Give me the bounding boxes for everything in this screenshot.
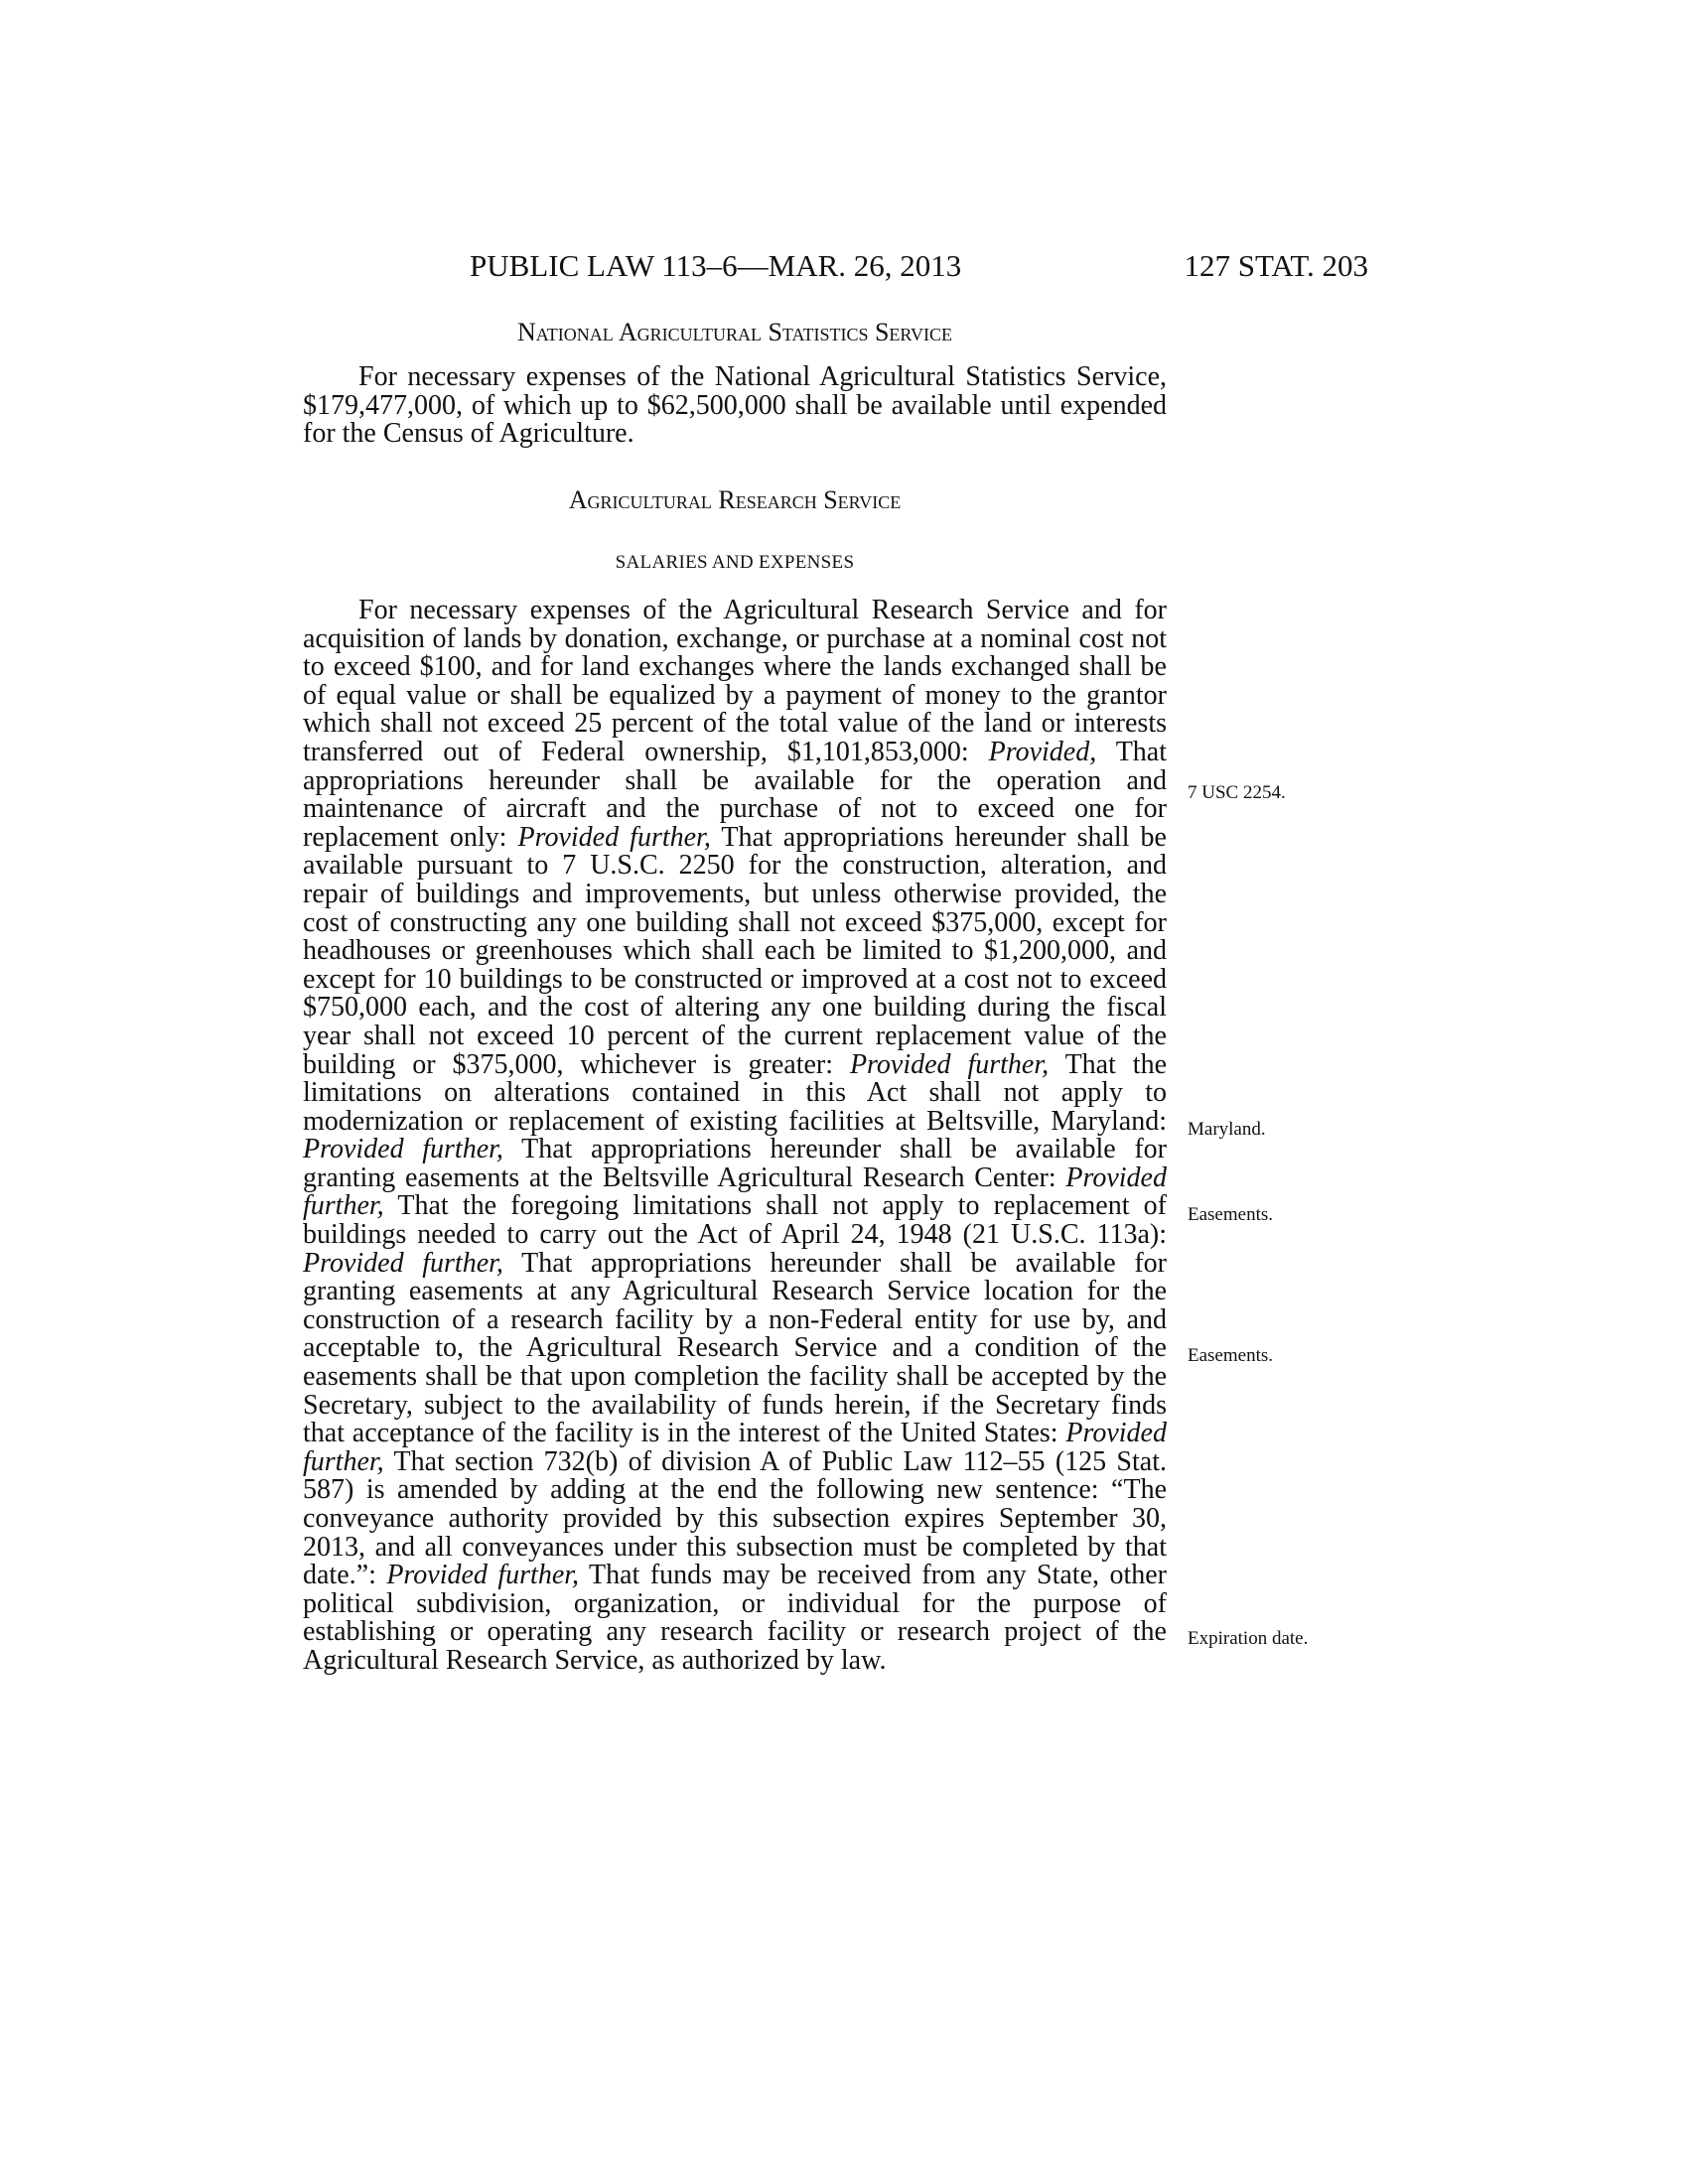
ars-paragraph: For necessary expenses of the Agricultural Research Service and for acquisition of lands by donation, exchange, or purchase at a nominal cost not to exceed $100, and for land exchanges where the lands exchanged shall be of equal value or shall be equalized by a payment of money to the grantor which shall not exceed 25 percent of the total value of the land or interests transferred out of Federal ownership, $1,101,853,000: Provided, That appropriations hereunder shall be available for the operation and maintenance of aircraft and the purchase of not to exceed one for replacement only: Provided further, That appropriations hereunder shall be available pursuant to 7 U.S.C. 2250 for the construction, alteration, and repair of buildings and improvements, but unless otherwise provided, the cost of constructing any one building shall not exceed $375,000, except for headhouses or greenhouses which shall each be limited to $1,200,000, and except for 10 buildings to be constructed or improved at a cost not to exceed $750,000 each, and the cost of altering any one building during the fiscal year shall not exceed 10 percent of the current replacement value of the building or $375,000, whichever is greater: Provided further, That the limitations on alterations contained in this Act shall not apply to modernization or replacement of existing facilities at Beltsville, Maryland: Provided further, That appropriations hereunder shall be available for granting easements at the Beltsville Agricultural Research Center: Provided further, That the foregoing limitations shall not apply to replacement of buildings needed to carry out the Act of April 24, 1948 (21 U.S.C. 113a): Provided further, That appropriations hereunder shall be available for granting easements at any Agricultural Research Service location for the construction of a research facility by a non-Federal entity for use by, and acceptable to, the Agricultural Research Service and a condition of the easements shall be that upon completion the facility shall be accepted by the Secretary, subject to the availability of funds herein, if the Secretary finds that acceptance of the facility is in the interest of the United States: Provided further, That section 732(b) of division A of Public Law 112–55 (125 Stat. 587) is amended by adding at the end the following new sentence: “The conveyance authority provided by this subsection expires September 30, 2013, and all conveyances under this subsection must be completed by that date.”: Provided further, That funds may be received from any State, other political subdivision, organization, or individual for the purpose of establishing or operating any research facility or research project of the Agricultural Research Service, as authorized by law. <box>303 595 1168 1676</box>
running-head <box>298 246 1368 286</box>
proviso: Provided, <box>988 736 1097 767</box>
nass-heading: National Agricultural Statistics Service <box>517 318 952 346</box>
proviso: Provided further, <box>386 1560 580 1591</box>
margin-note-usc: 7 USC 2254. <box>1188 782 1286 803</box>
margin-note-maryland: Maryland. <box>1188 1119 1266 1140</box>
proviso: Provided further, <box>303 1161 1167 1222</box>
proviso: Provided further, <box>517 821 711 853</box>
proviso: Provided further, <box>303 1418 1167 1477</box>
statute-page-number: 127 STAT. 203 <box>1184 248 1368 283</box>
proviso: Provided further, <box>849 1048 1050 1080</box>
proviso: Provided further, <box>303 1247 503 1279</box>
margin-note-easements: Easements. <box>1188 1345 1274 1366</box>
public-law-header: PUBLIC LAW 113–6—MAR. 26, 2013 <box>470 248 962 283</box>
salaries-expenses-heading: SALARIES AND EXPENSES <box>615 552 855 573</box>
margin-note-expiration-date: Expiration date. <box>1188 1628 1309 1649</box>
margin-note-easements: Easements. <box>1188 1204 1274 1225</box>
ars-heading: Agricultural Research Service <box>568 485 902 514</box>
proviso: Provided further, <box>303 1134 503 1165</box>
nass-paragraph: For necessary expenses of the National Agricultural Statistics Service, $179,477,000, of which up to $62,500,000 shall be available until expended for the Census of Agriculture. <box>303 361 1167 450</box>
